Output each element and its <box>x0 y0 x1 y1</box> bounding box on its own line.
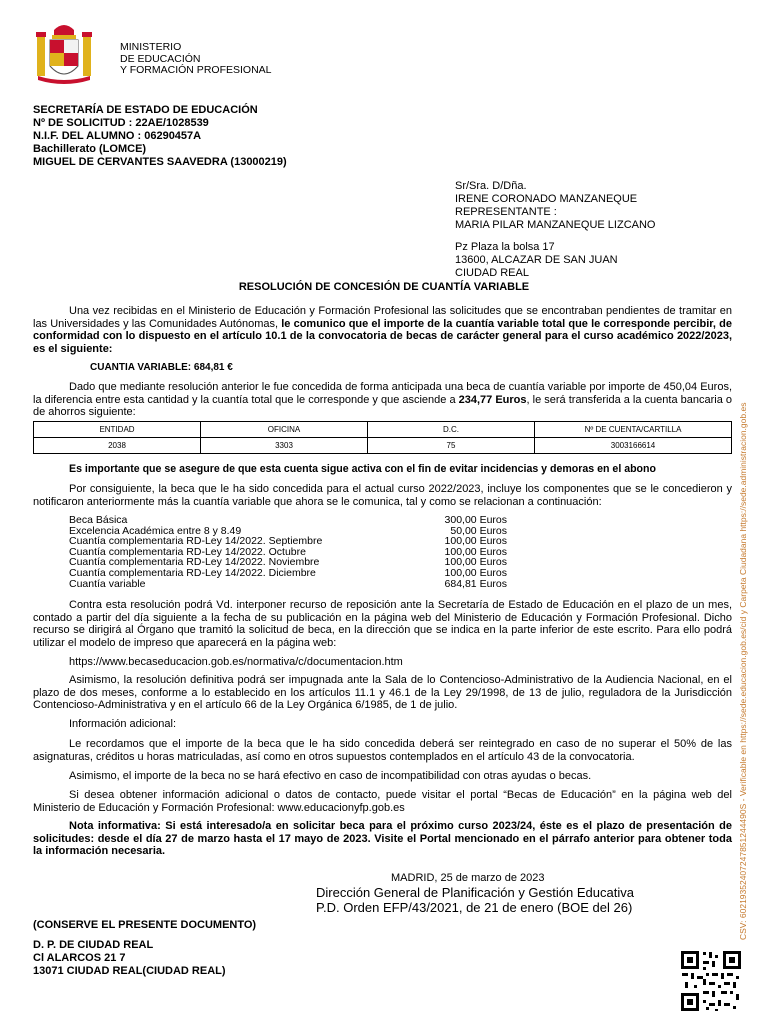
representative-label: REPRESENTANTE : <box>455 206 557 218</box>
representative-name: MARIA PILAR MANZANEQUE LIZCANO <box>455 219 656 231</box>
consequence-paragraph: Por consiguiente, la beca que le ha sido concedida para el actual curso 2022/2023, incluye los componentes que se le concedieron y notificaron anteriormente más la cuantía variable que ahora se le comunica, tal y como se relacionan a continuación: <box>33 483 732 508</box>
intro-paragraph <box>33 305 732 355</box>
contact-paragraph: Si desea obtener información adicional o datos de contacto, puede visitar el portal “Becas de Educación” en la página web del Ministerio de Educación y Formación Profesional: www.educacionyfp.gob.es <box>33 789 732 814</box>
application-header <box>33 104 287 169</box>
item-amount: 50,00 Euros <box>450 524 507 537</box>
item-label: Cuantía complementaria RD-Ley 14/2022. Septiembre <box>69 535 323 548</box>
item-label: Cuantía variable <box>69 577 146 590</box>
coat-of-arms-logo <box>34 22 94 90</box>
recipient-line: Sr/Sra. D/Dña. <box>455 180 527 192</box>
list-item <box>69 568 507 579</box>
table-header-cell: OFICINA <box>201 422 368 438</box>
recipient-name: IRENE CORONADO MANZANEQUE <box>455 193 638 205</box>
qr-code <box>679 949 743 1013</box>
item-label: Excelencia Académica entre 8 y 8.49 <box>69 524 242 537</box>
item-label: Cuantía complementaria RD-Ley 14/2022. Noviembre <box>69 556 320 569</box>
list-item <box>69 515 507 526</box>
table-header-cell: D.C. <box>368 422 535 438</box>
transfer-text-end: , le será transferida a la cuenta bancaria o de ahorros siguiente: <box>33 393 732 419</box>
csv-verification-text: CSV: 60219352407247851244490S - Verificable en https://sede.educacion.gob.es/cid y Carpeta Ciudadana https://sede.administracion.gob.es <box>738 402 748 940</box>
item-amount: 684,81 Euros <box>444 577 507 590</box>
transfer-text: Dado que mediante resolución anterior le fue concedida de forma anticipada una beca de cuantía variable por importe de 450,04 Euros, la diferencia entre esta cantidad y la cuantía total que le corresponde y que asciende a <box>33 381 732 406</box>
item-amount: 100,00 Euros <box>444 535 507 548</box>
recipient-block <box>455 180 655 280</box>
signature-delegation: P.D. Orden EFP/43/2021, de 21 de enero (BOE del 26) <box>316 900 633 915</box>
signature-authority: Dirección General de Planificación y Gestión Educativa <box>316 885 634 900</box>
item-amount: 300,00 Euros <box>444 514 507 526</box>
table-cell: 75 <box>368 438 535 454</box>
list-item <box>69 579 507 590</box>
table-cell: 3003166614 <box>535 438 732 454</box>
secretaria-line: SECRETARÍA DE ESTADO DE EDUCACIÓN <box>33 104 258 116</box>
conserve-notice: (CONSERVE EL PRESENTE DOCUMENTO) <box>33 919 257 931</box>
documentation-link[interactable]: https://www.becaseducacion.gob.es/normativa/c/documentacion.htm <box>69 656 403 668</box>
item-amount: 100,00 Euros <box>444 545 507 558</box>
intro-bold-text: le comunico que el importe de la cuantía variable total que le corresponde percibir, de conformidad con lo dispuesto en el artículo 10.1 de la convocatoria de becas de carácter general para el curso académico 2022/2023, es el siguiente: <box>33 317 732 355</box>
table-cell: 2038 <box>34 438 201 454</box>
office-name: D. P. DE CIUDAD REAL <box>33 939 154 951</box>
item-label: Cuantía complementaria RD-Ley 14/2022. Octubre <box>69 545 306 558</box>
incompatibility-paragraph: Asimismo, el importe de la beca no se hará efectivo en caso de incompatibilidad con otras ayudas o becas. <box>69 770 592 782</box>
components-list <box>69 515 507 589</box>
bank-account-table <box>33 421 732 454</box>
transfer-amount: 234,77 Euros <box>458 393 527 406</box>
ministry-line: Y FORMACIÓN PROFESIONAL <box>120 64 272 76</box>
study-level: Bachillerato (LOMCE) <box>33 143 147 155</box>
application-number: Nº DE SOLICITUD : 22AE/1028539 <box>33 117 209 129</box>
item-amount: 100,00 Euros <box>444 556 507 569</box>
document-title: RESOLUCIÓN DE CONCESIÓN DE CUANTÍA VARIABLE <box>238 281 530 293</box>
ministry-line: MINISTERIO <box>120 41 182 53</box>
contencioso-paragraph: Asimismo, la resolución definitiva podrá ser impugnada ante la Sala de lo Contencioso-Administrativo de la Audiencia Nacional, en el plazo de dos meses, conforme a lo establecido en los artículos 11.1 y 46.1 de la Ley 29/1998, de 13 de julio, reguladora de la Jurisdicción Contencioso-Administrativa y en el artículo 66 de la Ley Orgánica 6/1985, de 1 de julio. <box>33 674 732 712</box>
table-cell: 3303 <box>201 438 368 454</box>
provincial-office-address <box>33 939 226 978</box>
intro-text: Una vez recibidas en el Ministerio de Educación y Formación Profesional las solicitudes que se encontraban pendientes de tramitar en las Universidades y las Comunidades Autónomas, <box>33 305 732 330</box>
student-nif: N.I.F. DEL ALUMNO : 06290457A <box>33 130 202 142</box>
signature-place-date: MADRID, 25 de marzo de 2023 <box>391 872 545 884</box>
office-city: 13071 CIUDAD REAL(CIUDAD REAL) <box>33 965 226 977</box>
transfer-paragraph <box>33 381 732 419</box>
address-line: 13600, ALCAZAR DE SAN JUAN <box>455 254 618 266</box>
additional-info-label: Información adicional: <box>69 718 177 730</box>
ministry-name <box>120 42 272 77</box>
office-street: Cl ALARCOS 21 7 <box>33 952 126 964</box>
address-line: Pz Plaza la bolsa 17 <box>455 241 555 253</box>
item-label: Cuantía complementaria RD-Ley 14/2022. Diciembre <box>69 566 316 579</box>
table-header-row <box>34 422 732 438</box>
school-name: MIGUEL DE CERVANTES SAAVEDRA (13000219) <box>33 156 287 168</box>
reimbursement-paragraph: Le recordamos que el importe de la beca que le ha sido concedida deberá ser reintegrado en caso de no superar el 50% de las asignaturas, créditos u horas matriculadas, así como en otros supuestos contemplados en el artículo 43 de la convocatoria. <box>33 738 732 763</box>
cuantia-variable: CUANTIA VARIABLE: 684,81 € <box>90 362 233 373</box>
informative-note: Nota informativa: Si está interesado/a en solicitar beca para el próximo curso 2023/24, éste es el plazo de presentación de solicitudes: desde el día 27 de marzo hasta el 17 mayo de 2023. Visite el Portal mencionado en el párrafo anterior para obtener toda la información necesaria. <box>33 820 732 858</box>
table-header-cell: ENTIDAD <box>34 422 201 438</box>
ministry-line: DE EDUCACIÓN <box>120 52 201 65</box>
table-header-cell: Nº DE CUENTA/CARTILLA <box>535 422 732 438</box>
table-row <box>34 438 732 454</box>
important-notice: Es importante que se asegure de que esta cuenta sigue activa con el fin de evitar incidencias y demoras en el abono <box>69 463 656 475</box>
item-amount: 100,00 Euros <box>444 566 507 579</box>
address-line: CIUDAD REAL <box>455 267 529 279</box>
appeal-paragraph: Contra esta resolución podrá Vd. interponer recurso de reposición ante la Secretaría de Estado de Educación en el plazo de un mes, contado a partir del día siguiente a la fecha de su publicación en la página web del Ministerio de Educación y Formación Profesional. Dicho recurso se dirigirá al Órgano que tramitó la solicitud de beca, en la dirección que se indica en la parte inferior de este escrito. Para ello podrá utilizar el modelo de impreso que aparecerá en la página web: <box>33 599 732 649</box>
csv-verification-sidebar <box>738 300 748 950</box>
item-label: Beca Básica <box>69 514 128 526</box>
